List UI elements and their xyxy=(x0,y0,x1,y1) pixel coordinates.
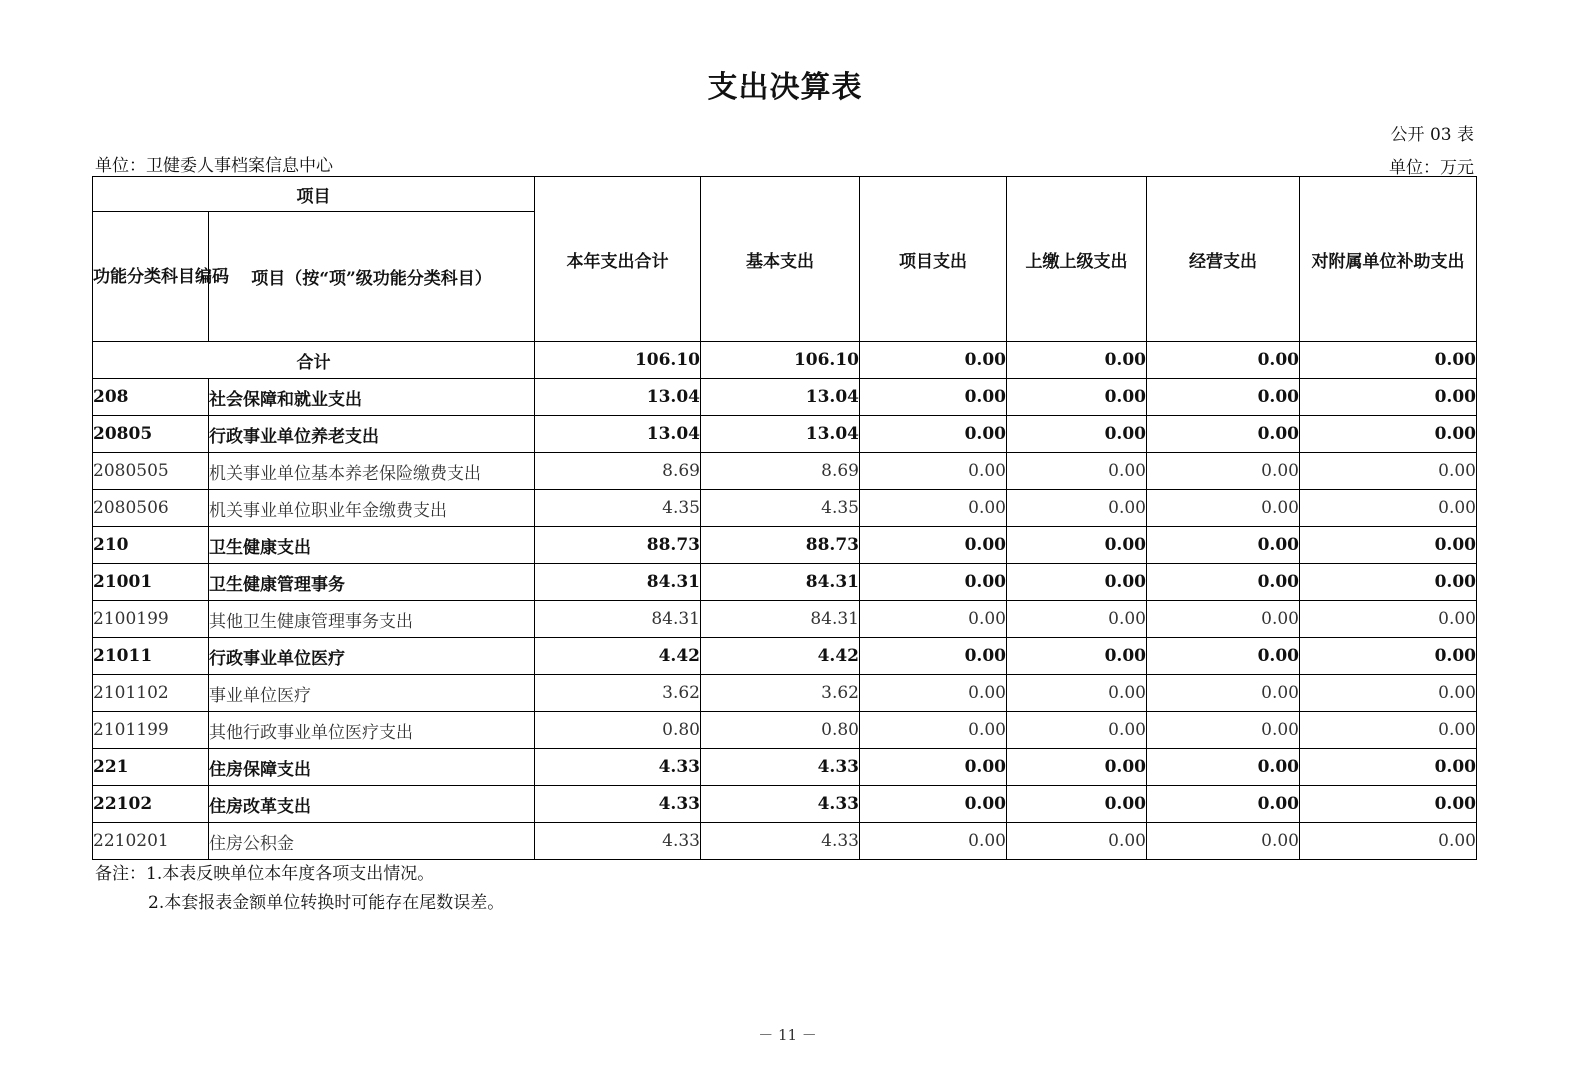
row-value: 8.69 xyxy=(701,453,860,490)
table-row xyxy=(93,453,1477,490)
row-name: 卫生健康支出 xyxy=(209,527,535,564)
row-value: 4.42 xyxy=(701,638,860,675)
row-value: 84.31 xyxy=(701,601,860,638)
row-value: 0.00 xyxy=(860,601,1007,638)
row-value: 13.04 xyxy=(701,416,860,453)
row-value: 13.04 xyxy=(535,379,701,416)
row-name: 住房保障支出 xyxy=(209,749,535,786)
total-label: 合计 xyxy=(93,342,535,379)
row-name: 其他行政事业单位医疗支出 xyxy=(209,712,535,749)
header-project: 项目 xyxy=(93,177,535,212)
row-value: 13.04 xyxy=(701,379,860,416)
row-value: 0.00 xyxy=(1007,601,1147,638)
table-row xyxy=(93,786,1477,823)
row-value: 4.35 xyxy=(535,490,701,527)
row-code: 2100199 xyxy=(93,601,209,638)
row-name: 住房公积金 xyxy=(209,823,535,860)
row-value: 0.00 xyxy=(860,712,1007,749)
row-value: 4.33 xyxy=(535,823,701,860)
row-name: 社会保障和就业支出 xyxy=(209,379,535,416)
row-value: 0.00 xyxy=(1007,490,1147,527)
row-value: 4.33 xyxy=(701,749,860,786)
row-value: 0.00 xyxy=(860,416,1007,453)
header-upper-remit: 上缴上级支出 xyxy=(1007,177,1147,342)
total-cell: 0.00 xyxy=(1007,342,1147,379)
row-value: 0.00 xyxy=(1300,416,1477,453)
row-value: 4.33 xyxy=(701,786,860,823)
row-code: 20805 xyxy=(93,416,209,453)
row-code: 2101102 xyxy=(93,675,209,712)
expenditure-table xyxy=(92,176,1477,860)
row-value: 4.33 xyxy=(701,823,860,860)
row-name: 其他卫生健康管理事务支出 xyxy=(209,601,535,638)
row-code: 2210201 xyxy=(93,823,209,860)
row-value: 0.00 xyxy=(860,749,1007,786)
row-value: 0.00 xyxy=(1007,823,1147,860)
row-value: 0.00 xyxy=(1007,453,1147,490)
row-name: 住房改革支出 xyxy=(209,786,535,823)
currency-unit: 单位：万元 xyxy=(1389,158,1474,178)
row-value: 0.00 xyxy=(1300,601,1477,638)
row-value: 84.31 xyxy=(535,601,701,638)
table-row xyxy=(93,823,1477,860)
row-value: 4.33 xyxy=(535,786,701,823)
total-cell: 0.00 xyxy=(1300,342,1477,379)
row-name: 机关事业单位基本养老保险缴费支出 xyxy=(209,453,535,490)
header-name: 项目（按“项”级功能分类科目） xyxy=(209,212,535,342)
header-subsidy: 对附属单位补助支出 xyxy=(1300,177,1477,342)
row-value: 3.62 xyxy=(701,675,860,712)
table-row xyxy=(93,416,1477,453)
header-basic: 基本支出 xyxy=(701,177,860,342)
form-number: 公开 03 表 xyxy=(1390,125,1474,145)
row-value: 0.00 xyxy=(1147,749,1300,786)
row-value: 0.00 xyxy=(1300,749,1477,786)
row-value: 0.00 xyxy=(1300,823,1477,860)
row-name: 卫生健康管理事务 xyxy=(209,564,535,601)
row-value: 0.00 xyxy=(860,453,1007,490)
table-row xyxy=(93,527,1477,564)
reporting-unit: 单位：卫健委人事档案信息中心 xyxy=(95,156,333,176)
row-value: 0.00 xyxy=(860,675,1007,712)
row-value: 0.00 xyxy=(1147,490,1300,527)
row-value: 0.00 xyxy=(1300,675,1477,712)
row-name: 行政事业单位医疗 xyxy=(209,638,535,675)
row-value: 0.00 xyxy=(860,638,1007,675)
table-row xyxy=(93,675,1477,712)
page-title: 支出决算表 xyxy=(707,70,863,105)
row-value: 0.00 xyxy=(1300,638,1477,675)
note-line-2: 2.本套报表金额单位转换时可能存在尾数误差。 xyxy=(148,893,505,913)
row-value: 0.00 xyxy=(1147,527,1300,564)
table-row xyxy=(93,638,1477,675)
row-value: 84.31 xyxy=(535,564,701,601)
row-value: 0.00 xyxy=(1147,453,1300,490)
row-value: 0.00 xyxy=(1300,453,1477,490)
row-value: 0.00 xyxy=(1300,712,1477,749)
row-value: 0.00 xyxy=(860,490,1007,527)
row-value: 0.00 xyxy=(1147,786,1300,823)
table-row xyxy=(93,564,1477,601)
table-row xyxy=(93,379,1477,416)
row-value: 0.00 xyxy=(1007,749,1147,786)
row-value: 84.31 xyxy=(701,564,860,601)
total-row xyxy=(93,342,1477,379)
row-value: 0.80 xyxy=(701,712,860,749)
row-value: 3.62 xyxy=(535,675,701,712)
row-value: 0.00 xyxy=(1147,638,1300,675)
row-value: 0.00 xyxy=(1147,416,1300,453)
row-value: 0.00 xyxy=(1147,675,1300,712)
row-value: 0.00 xyxy=(1007,675,1147,712)
row-code: 21001 xyxy=(93,564,209,601)
row-code: 208 xyxy=(93,379,209,416)
total-cell: 0.00 xyxy=(1147,342,1300,379)
row-value: 0.00 xyxy=(1300,786,1477,823)
table-row xyxy=(93,712,1477,749)
row-code: 221 xyxy=(93,749,209,786)
row-value: 0.00 xyxy=(1147,564,1300,601)
table-row xyxy=(93,490,1477,527)
row-name: 事业单位医疗 xyxy=(209,675,535,712)
row-code: 22102 xyxy=(93,786,209,823)
header-project-expenditure: 项目支出 xyxy=(860,177,1007,342)
row-value: 0.00 xyxy=(860,527,1007,564)
total-cell: 106.10 xyxy=(535,342,701,379)
row-value: 88.73 xyxy=(701,527,860,564)
row-value: 4.42 xyxy=(535,638,701,675)
header-business: 经营支出 xyxy=(1147,177,1300,342)
row-code: 210 xyxy=(93,527,209,564)
total-cell: 106.10 xyxy=(701,342,860,379)
row-value: 4.33 xyxy=(535,749,701,786)
row-code: 21011 xyxy=(93,638,209,675)
row-value: 0.00 xyxy=(1147,712,1300,749)
row-value: 0.00 xyxy=(1300,379,1477,416)
header-total: 本年支出合计 xyxy=(535,177,701,342)
row-value: 0.00 xyxy=(1300,490,1477,527)
row-value: 0.00 xyxy=(1007,527,1147,564)
row-value: 0.00 xyxy=(1300,527,1477,564)
row-value: 0.00 xyxy=(1147,379,1300,416)
row-value: 8.69 xyxy=(535,453,701,490)
row-name: 行政事业单位养老支出 xyxy=(209,416,535,453)
row-code: 2080505 xyxy=(93,453,209,490)
row-value: 0.80 xyxy=(535,712,701,749)
row-name: 机关事业单位职业年金缴费支出 xyxy=(209,490,535,527)
total-cell: 0.00 xyxy=(860,342,1007,379)
row-value: 0.00 xyxy=(1007,379,1147,416)
notes xyxy=(95,860,504,918)
row-code: 2080506 xyxy=(93,490,209,527)
row-value: 0.00 xyxy=(1007,564,1147,601)
row-value: 0.00 xyxy=(860,786,1007,823)
row-value: 0.00 xyxy=(1007,638,1147,675)
row-value: 0.00 xyxy=(1007,416,1147,453)
row-value: 0.00 xyxy=(1147,601,1300,638)
table-row xyxy=(93,749,1477,786)
table-body xyxy=(93,342,1477,860)
row-value: 88.73 xyxy=(535,527,701,564)
note-line-1: 备注：1.本表反映单位本年度各项支出情况。 xyxy=(95,864,435,884)
row-value: 13.04 xyxy=(535,416,701,453)
table-row xyxy=(93,601,1477,638)
page-number: － 11 － xyxy=(758,1026,817,1044)
row-value: 4.35 xyxy=(701,490,860,527)
row-value: 0.00 xyxy=(860,564,1007,601)
row-value: 0.00 xyxy=(1007,712,1147,749)
row-value: 0.00 xyxy=(860,823,1007,860)
row-code: 2101199 xyxy=(93,712,209,749)
header-code: 功能分类科目编码 xyxy=(93,212,209,342)
row-value: 0.00 xyxy=(1147,823,1300,860)
row-value: 0.00 xyxy=(1300,564,1477,601)
row-value: 0.00 xyxy=(1007,786,1147,823)
row-value: 0.00 xyxy=(860,379,1007,416)
